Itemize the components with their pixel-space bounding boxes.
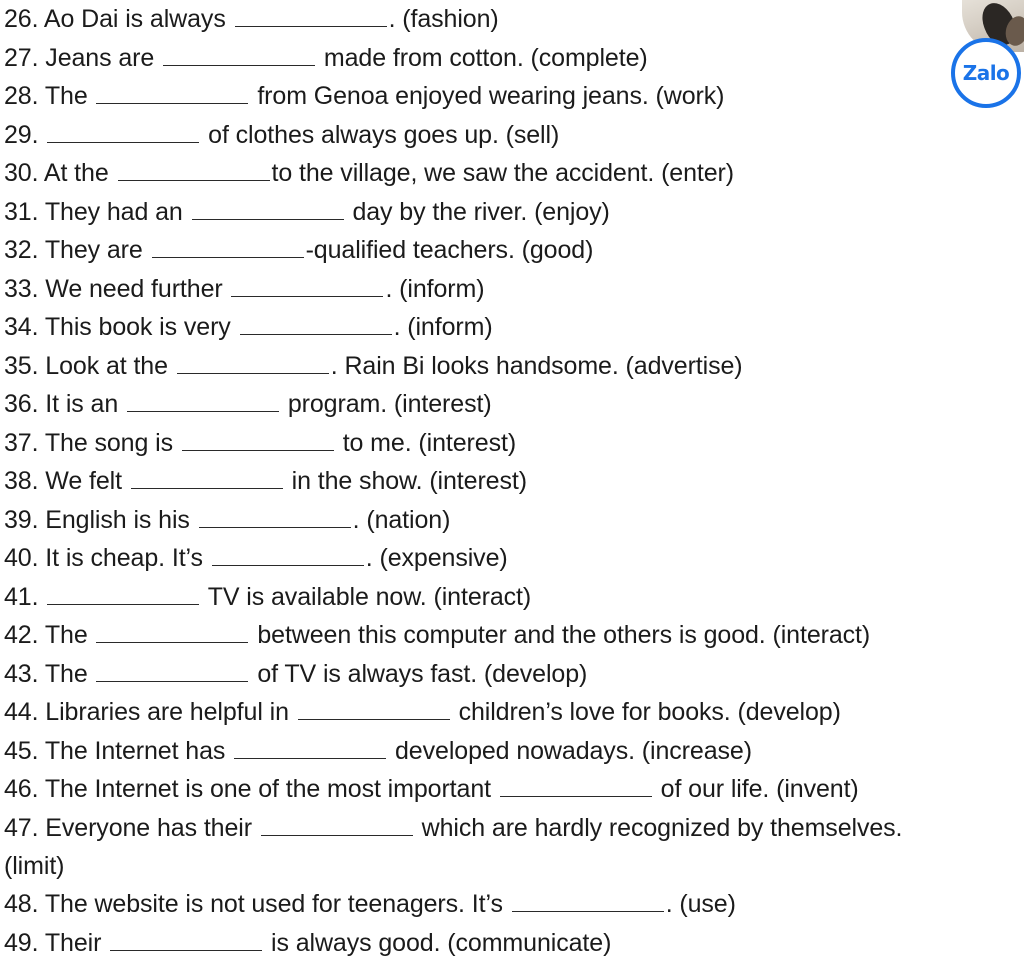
question-line bbox=[4, 732, 1014, 771]
question-line bbox=[4, 770, 1014, 809]
question-hint: of clothes always goes up. (sell) bbox=[201, 120, 560, 149]
question-hint: TV is available now. (interact) bbox=[201, 582, 532, 611]
question-hint: program. (interest) bbox=[281, 390, 492, 418]
answer-blank[interactable] bbox=[298, 699, 450, 720]
question-line bbox=[4, 424, 1014, 463]
question-text: 41. bbox=[4, 582, 46, 611]
question-text: 45. The Internet has bbox=[4, 736, 233, 765]
question-hint: . (expensive) bbox=[365, 544, 508, 572]
question-text: 47. Everyone has their bbox=[4, 813, 259, 842]
question-text: 28. The bbox=[4, 82, 95, 110]
question-line bbox=[4, 885, 1014, 924]
answer-blank[interactable] bbox=[96, 661, 248, 682]
question-line bbox=[4, 270, 1014, 309]
question-line bbox=[4, 924, 1014, 963]
question-line bbox=[4, 116, 1014, 155]
question-hint: . Rain Bi looks handsome. (advertise) bbox=[330, 351, 743, 380]
question-hint: day by the river. (enjoy) bbox=[345, 197, 610, 226]
question-text: 30. At the bbox=[4, 159, 116, 187]
question-text: 29. bbox=[4, 120, 46, 149]
question-text: (limit) bbox=[4, 852, 65, 880]
answer-blank[interactable] bbox=[96, 83, 248, 104]
question-text: 43. The bbox=[4, 659, 95, 688]
question-hint: made from cotton. (complete) bbox=[317, 43, 648, 72]
answer-blank[interactable] bbox=[110, 930, 262, 951]
question-text: 33. We need further bbox=[4, 274, 230, 303]
answer-blank[interactable] bbox=[47, 584, 199, 605]
question-text: 39. English is his bbox=[4, 505, 197, 534]
question-text: 36. It is an bbox=[4, 390, 125, 418]
question-line bbox=[4, 501, 1014, 540]
question-line bbox=[4, 347, 1014, 386]
question-line bbox=[4, 616, 1014, 655]
answer-blank[interactable] bbox=[512, 891, 664, 912]
answer-blank[interactable] bbox=[192, 199, 344, 220]
question-hint: . (inform) bbox=[393, 313, 493, 341]
question-line bbox=[4, 539, 1014, 578]
question-line bbox=[4, 578, 1014, 617]
question-hint: . (inform) bbox=[385, 274, 485, 303]
question-line bbox=[4, 308, 1014, 347]
answer-blank[interactable] bbox=[231, 276, 383, 297]
question-text: 49. Their bbox=[4, 928, 109, 957]
zalo-label: Zalo bbox=[962, 61, 1010, 85]
question-hint: is always good. (communicate) bbox=[264, 928, 612, 957]
question-hint: from Genoa enjoyed wearing jeans. (work) bbox=[250, 82, 725, 110]
answer-blank[interactable] bbox=[47, 122, 199, 143]
question-hint: between this computer and the others is good. (interact) bbox=[250, 621, 871, 649]
question-hint: of TV is always fast. (develop) bbox=[250, 659, 588, 688]
question-line bbox=[4, 0, 1014, 39]
zalo-overlay[interactable] bbox=[937, 0, 1024, 124]
question-text: 44. Libraries are helpful in bbox=[4, 698, 296, 726]
question-line bbox=[4, 462, 1014, 501]
answer-blank[interactable] bbox=[127, 391, 279, 412]
question-line bbox=[4, 193, 1014, 232]
question-hint: which are hardly recognized by themselves. bbox=[414, 813, 903, 842]
question-line bbox=[4, 77, 1014, 116]
question-text: 26. Ao Dai is always bbox=[4, 5, 233, 33]
question-text: 32. They are bbox=[4, 236, 150, 264]
zalo-logo-icon[interactable] bbox=[951, 38, 1021, 108]
question-line bbox=[4, 231, 1014, 270]
question-line bbox=[4, 693, 1014, 732]
question-text: 37. The song is bbox=[4, 428, 180, 457]
answer-blank[interactable] bbox=[500, 776, 652, 797]
question-hint: children’s love for books. (develop) bbox=[451, 698, 841, 726]
question-line bbox=[4, 154, 1014, 193]
answer-blank[interactable] bbox=[212, 545, 364, 566]
question-text: 40. It is cheap. It’s bbox=[4, 544, 210, 572]
answer-blank[interactable] bbox=[177, 353, 329, 374]
answer-blank[interactable] bbox=[261, 815, 413, 836]
question-line bbox=[4, 655, 1014, 694]
answer-blank[interactable] bbox=[240, 314, 392, 335]
answer-blank[interactable] bbox=[182, 430, 334, 451]
question-line bbox=[4, 809, 1014, 848]
question-hint: . (nation) bbox=[352, 505, 451, 534]
question-text: 38. We felt bbox=[4, 467, 129, 495]
question-text: 35. Look at the bbox=[4, 351, 175, 380]
answer-blank[interactable] bbox=[234, 738, 386, 759]
question-hint: -qualified teachers. (good) bbox=[305, 236, 594, 264]
answer-blank[interactable] bbox=[163, 45, 315, 66]
question-text: 42. The bbox=[4, 621, 95, 649]
question-line bbox=[4, 385, 1014, 424]
answer-blank[interactable] bbox=[152, 237, 304, 258]
question-hint: . (fashion) bbox=[388, 5, 499, 33]
answer-blank[interactable] bbox=[235, 6, 387, 27]
question-line bbox=[4, 39, 1014, 78]
question-hint: to the village, we saw the accident. (enter) bbox=[271, 159, 735, 187]
answer-blank[interactable] bbox=[131, 468, 283, 489]
question-continuation bbox=[4, 847, 1014, 885]
question-text: 34. This book is very bbox=[4, 313, 238, 341]
question-hint: in the show. (interest) bbox=[284, 467, 527, 495]
question-hint: to me. (interest) bbox=[335, 428, 517, 457]
question-hint: . (use) bbox=[665, 890, 736, 918]
question-text: 27. Jeans are bbox=[4, 43, 162, 72]
exercise-list bbox=[4, 0, 1014, 962]
question-text: 31. They had an bbox=[4, 197, 190, 226]
question-hint: of our life. (invent) bbox=[653, 775, 859, 803]
question-text: 48. The website is not used for teenagers. It’s bbox=[4, 890, 510, 918]
question-text: 46. The Internet is one of the most important bbox=[4, 775, 498, 803]
answer-blank[interactable] bbox=[199, 507, 351, 528]
answer-blank[interactable] bbox=[118, 160, 270, 181]
question-hint: developed nowadays. (increase) bbox=[388, 736, 752, 765]
answer-blank[interactable] bbox=[96, 622, 248, 643]
